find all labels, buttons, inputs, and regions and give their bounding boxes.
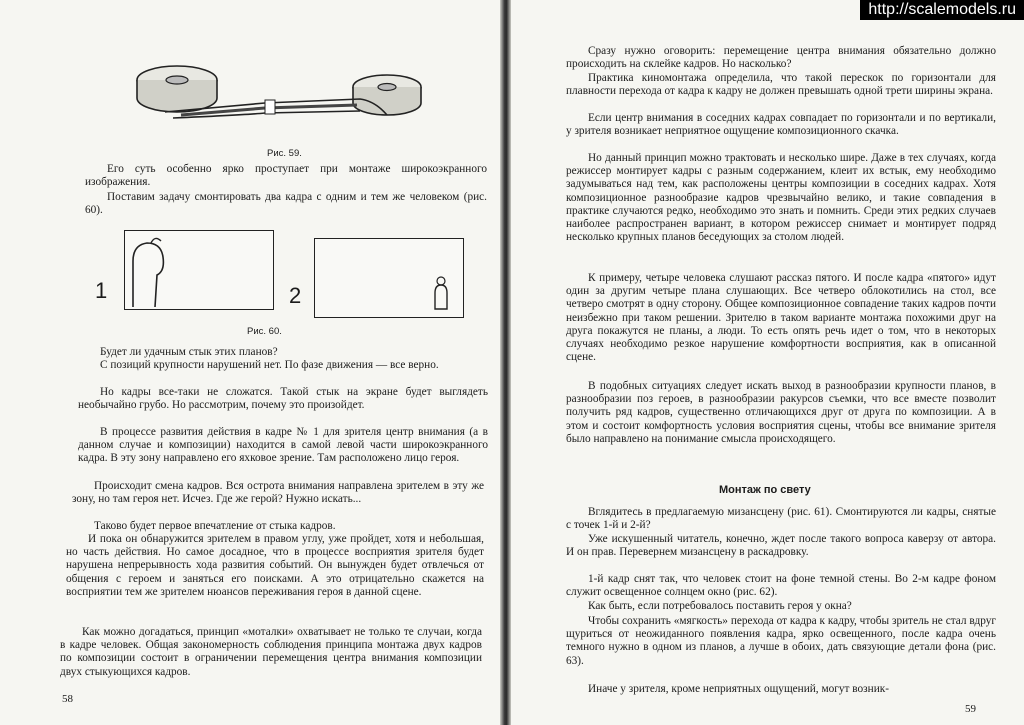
paragraph: Сразу нужно оговорить: перемещение центра внимания обязательно должно происходить на склейке кадров. Но насколько?: [566, 45, 996, 71]
paragraph: Поставим задачу смонтировать два кадра с одним и тем же человеком (рис. 60).: [85, 191, 487, 217]
paragraph: Как можно догадаться, принцип «моталки» охватывает не только те случаи, когда в кадре человек. Общая закономерность соблюдения принципа монтажа двух кадров по композиции состоит в ограничении перемещения центра внимания композиции двух стыкующихся кадров.: [60, 626, 482, 678]
left-page: [0, 0, 500, 725]
paragraph: Но данный принцип можно трактовать и несколько шире. Даже в тех случаях, когда режиссер монтирует кадры с разным содержанием, клеит их встык, ему необходимо задумываться над тем, как расположены центры композиции в соседних кадрах. Хотя композиционное разнообразие кадров чрезвычайно велико, и такие совпадения в практике случаются редко, необходимо это знать и помнить. Среди этих редких случаев наиболее распространен вариант, в котором режиссер снимает и монтирует подряд несколько крупных планов беседующих за столом людей.: [566, 152, 996, 244]
paragraph: И пока он обнаружится зрителем в правом углу, уже пройдет, хотя и небольшая, но часть действия. Но самое досадное, что в процессе восприятия зрителя будет нарушена непрерывность хода развития событий. Он вынужден будет отвлечься от общения с героем и заняться его поисками. А это отрицательно скажется на восприятии тем же зрителем нюансов переживания героя в данной сцене.: [66, 533, 484, 598]
site-watermark: http://scalemodels.ru: [860, 0, 1024, 20]
figure-59-caption: Рис. 59.: [267, 148, 302, 159]
paragraph: Но кадры все-таки не сложатся. Такой стык на экране будет выглядеть необычайно грубо. Но рассмотрим, почему это произойдет.: [78, 386, 488, 412]
paragraph: Происходит смена кадров. Вся острота внимания направлена зрителем в эту же зону, но там героя нет. Исчез. Где же герой? Нужно искать...: [72, 480, 484, 506]
figure-60-label-2: 2: [289, 283, 302, 308]
paragraph: 1-й кадр снят так, что человек стоит на фоне темной стены. Во 2-м кадре фоном служит освещенное солнцем окно (рис. 62).: [566, 573, 996, 599]
paragraph: Иначе у зрителя, кроме неприятных ощущений, могут возник-: [588, 683, 889, 695]
paragraph: С позиций крупности нарушений нет. По фазе движения — все верно.: [100, 359, 439, 371]
page-number: 59: [965, 703, 976, 715]
book-gutter: [500, 0, 511, 725]
figure-60-frame-1: [124, 230, 274, 310]
figure-60-label-1: 1: [95, 278, 108, 303]
paragraph: Таково будет первое впечатление от стыка кадров.: [94, 520, 336, 532]
paragraph: Чтобы сохранить «мягкость» перехода от кадра к кадру, чтобы зритель не стал вдруг щуриться от неожиданного появления кадра, ярко освещенного, после кадра очень темного нужно в одном из планов, а лучше в обоих, дать связующие детали фона (рис. 63).: [566, 615, 996, 667]
paragraph: Если центр внимания в соседних кадрах совпадает по горизонтали и по вертикали, у зрителя возникает неприятное ощущение композиционного скачка.: [566, 112, 996, 138]
right-page: [511, 0, 1024, 725]
paragraph: Уже искушенный читатель, конечно, ждет после такого вопроса каверзу от автора. И он прав. Перевернем мизансцену в раскадровку.: [566, 533, 996, 559]
paragraph: К примеру, четыре человека слушают рассказ пятого. И после кадра «пятого» идут один за другим четыре плана слушающих. Все четверо облокотились на стол, все четверо смотрят в одну сторону. Общее композиционное совпадение таких кадров почти неизбежно при таком решении. Зрителю в таком варианте монтажа похожими друг на друга покажутся не планы, а люди. То есть опять речь идет о том, что в некоторых случаях необходимо резкое нарушение комфортности восприятия, как в описанной сцене.: [566, 272, 996, 364]
person-silhouette-left: [125, 231, 273, 309]
page-number: 58: [62, 693, 73, 705]
paragraph: Будет ли удачным стык этих планов?: [100, 346, 278, 358]
person-silhouette-right: [315, 239, 463, 317]
figure-60-frame-2: [314, 238, 464, 318]
figure-59-tape-drawing: [125, 55, 435, 135]
paragraph: Вглядитесь в предлагаемую мизансцену (рис. 61). Смонтируются ли кадры, снятые с точек 1-й и 2-й?: [566, 506, 996, 532]
paragraph: В подобных ситуациях следует искать выход в разнообразии крупности планов, в разнообразии поз героев, в разнообразии ракурсов съемки, что все вместе позволит получить ряд кадров, существенно отличающихся друг от друга по композиции. А в этом и состоит комфортность условия восприятия сцены, чтобы все внимание зрителя было направлено на понимание смысла происходящего.: [566, 380, 996, 445]
figure-60-caption: Рис. 60.: [247, 326, 282, 337]
section-heading: Монтаж по свету: [719, 484, 811, 496]
paragraph: Практика киномонтажа определила, что такой перескок по горизонтали для плавности перехода от кадра к кадру не должен превышать одной трети ширины экрана.: [566, 72, 996, 98]
paragraph: Как быть, если потребовалось поставить героя у окна?: [588, 600, 852, 612]
paragraph: Его суть особенно ярко проступает при монтаже широкоэкранного изображения.: [85, 163, 487, 189]
paragraph: В процессе развития действия в кадре № 1 для зрителя центр внимания (а в данном случае и композиции) находится в самой левой части широкоэкранного кадра. В эту зону направлено его яхковое зрение. Там расположено лицо героя.: [78, 426, 488, 465]
